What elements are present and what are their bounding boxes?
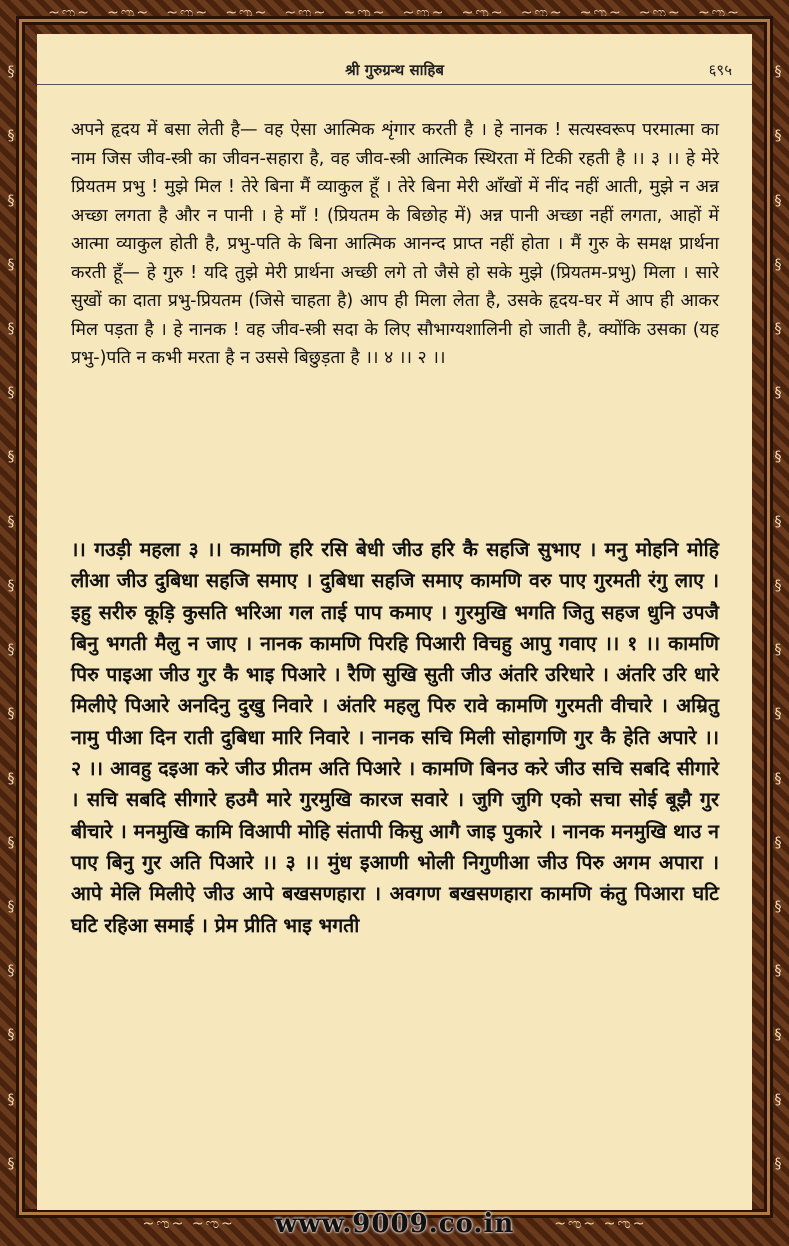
left-ornament-border: § § § § § § § § § § § § § § § § § § xyxy=(7,64,15,1172)
website-url: www.9009.co.in xyxy=(274,1209,515,1239)
page-number: ६९५ xyxy=(708,61,732,79)
hindi-translation-paragraph: अपने हृदय में बसा लेती है— वह ऐसा आत्मिक शृंगार करती है । हे नानक ! सत्यस्वरूप परमात्मा का नाम जिस जीव-स्त्री का जीवन-सहारा है, वह जीव-स्त्री आत्मिक स्थिरता में टिकी रहती है ।। ३ ।। हे मेरे प्रियतम प्रभु ! मुझे मिल ! तेरे बिना मैं व्याकुल हूँ । तेरे बिना मेरी आँखों में नींद नहीं आती, मुझे न अन्न अच्छा लगता है और न पानी । हे माँ ! (प्रियतम के बिछोह में) अन्न पानी अच्छा नहीं लगता, आहों में आत्मा व्याकुल होती है, प्रभु-पति के बिना आत्मिक आनन्द प्राप्त नहीं होता । मैं गुरु के समक्ष प्रार्थना करती हूँ— हे गुरु ! यदि तुझे मेरी प्रार्थना अच्छी लगे तो जैसे हो सके मुझे (प्रियतम-प्रभु) मिला । सारे सुखों का दाता प्रभु-प्रियतम (जिसे चाहता है) आप ही मिला लेता है, उसके हृदय-घर में आप ही आकर मिल पड़ता है । हे नानक ! वह जीव-स्त्री सदा के लिए सौभाग्यशालिनी हो जाती है, क्योंकि उसका (यह प्रभु-)पति न कभी मरता है न उससे बिछुड़ता है ।। ४ ।। २ ।। xyxy=(71,120,719,368)
page-header xyxy=(37,60,752,85)
gurmukhi-verse-paragraph: ।। गउड़ी महला ३ ।। कामणि हरि रसि बेधी जीउ हरि कै सहजि सुभाए । मनु मोहनि मोहि लीआ जीउ दुबिधा सहजि समाए । दुबिधा सहजि समाए कामणि वरु पाए गुरमती रंगु लाए । इहु सरीरु कूड़ि कुसति भरिआ गल ताई पाप कमाए । गुरमुखि भगति जितु सहज धुनि उपजै बिनु भगती मैलु न जाए । नानक कामणि पिरहि पिआरी विचहु आपु गवाए ।। १ ।। कामणि पिरु पाइआ जीउ गुर कै भाइ पिआरे । रैणि सुखि सुती जीउ अंतरि उरिधारे । अंतरि उरि धारे मिलीऐ पिआरे अनदिनु दुखु निवारे । अंतरि महलु पिरु रावे कामणि गुरमती वीचारे । अम्रितु नामु पीआ दिन राती दुबिधा मारि निवारे । नानक सचि मिली सोहागणि गुर कै हेति अपारे ।। २ ।। आवहु दइआ करे जीउ प्रीतम अति पिआरे । कामणि बिनउ करे जीउ सचि सबदि सीगारे । सचि सबदि सीगारे हउमै मारे गुरमुखि कारज सवारे । जुगि जुगि एको सचा सोई बूझै गुर बीचारे । मनमुखि कामि विआपी मोहि संतापी किसु आगै जाइ पुकारे । नानक मनमुखि थाउ न पाए बिनु गुर अति पिआरे ।। ३ ।। मुंध इआणी भोली निगुणीआ जीउ पिरु अगम अपारा । आपे मेलि मिलीऐ जीउ आपे बखसणहारा । अवगण बखसणहारा कामणि कंतु पिआरा घटि घटि रहिआ समाई । प्रेम प्रीति भाइ भगती xyxy=(71,538,719,937)
footer xyxy=(0,1208,789,1240)
scripture-page xyxy=(37,34,752,1210)
right-ornament-border: § § § § § § § § § § § § § § § § § § xyxy=(774,64,782,1172)
page-title: श्री गुरुग्रन्थ साहिब xyxy=(345,61,444,79)
top-ornament-border: ~ಌ~ ~ಌ~ ~ಌ~ ~ಌ~ ~ಌ~ ~ಌ~ ~ಌ~ ~ಌ~ ~ಌ~ ~ಌ~ ~ಌ~ ~ಌ~ xyxy=(48,5,741,21)
footer-ornament-right: ~ಌ~ ~ಌ~ xyxy=(554,1216,647,1232)
footer-ornament-left: ~ಌ~ ~ಌ~ xyxy=(142,1216,235,1232)
